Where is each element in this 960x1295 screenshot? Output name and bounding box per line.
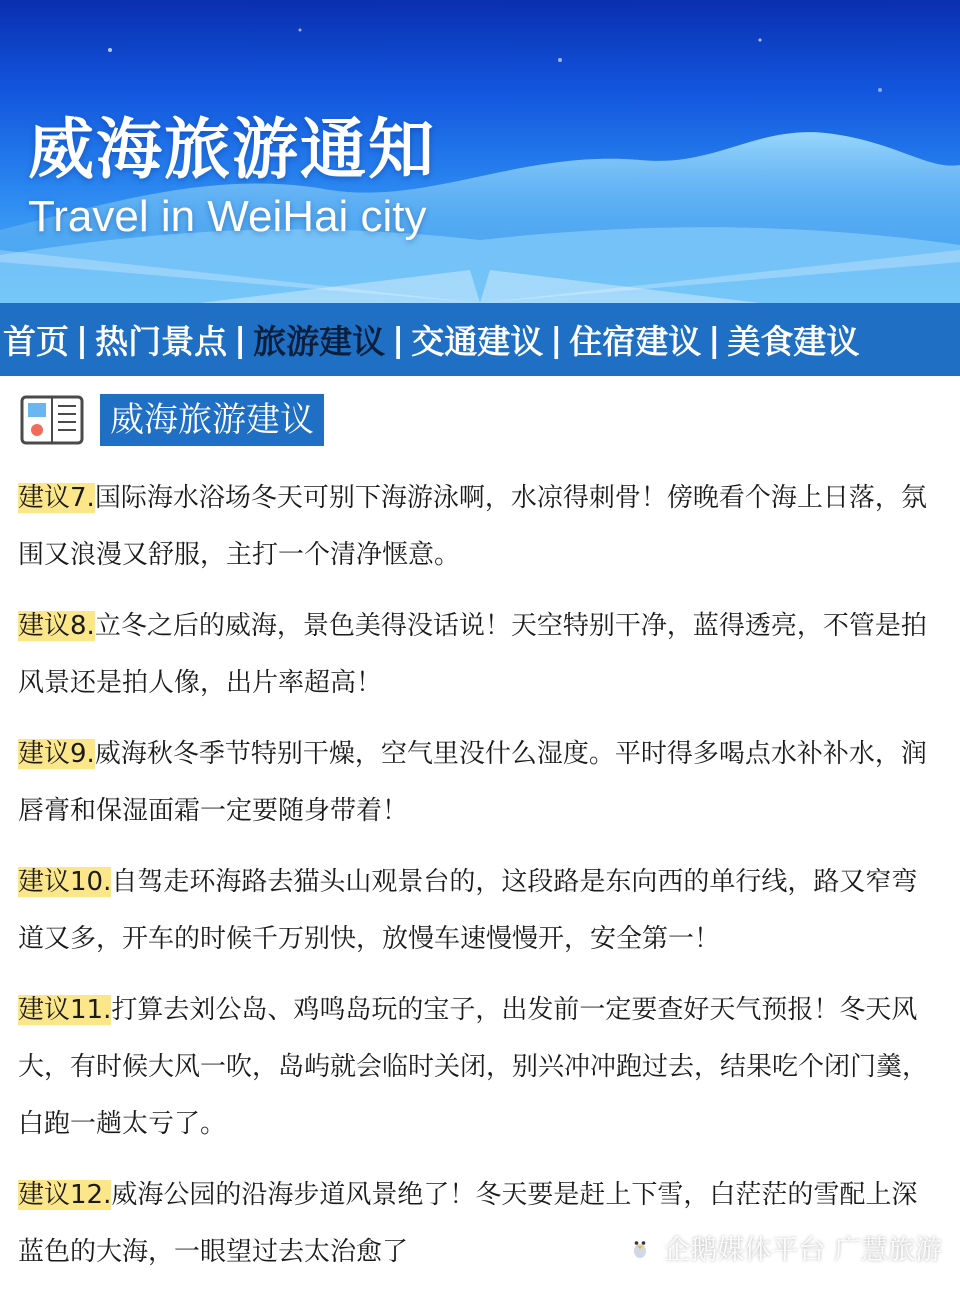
top-nav [0, 303, 960, 376]
tips-list [18, 470, 938, 1295]
tip-label: 建议12. [18, 1180, 112, 1210]
nav-item[interactable]: 旅游建议 [253, 322, 386, 361]
watermark [625, 1224, 942, 1270]
tip-label: 建议9. [18, 739, 95, 769]
tip-label: 建议8. [18, 611, 95, 641]
tip-text: 打算去刘公岛、鸡鸣岛玩的宝子，出发前一定要查好天气预报！冬天风大，有时候大风一吹，岛屿就会临时关闭，别兴冲冲跑过去，结果吃个闭门羹，白跑一趟太亏了。 [18, 995, 929, 1139]
nav-item[interactable]: 热门景点 [95, 322, 228, 361]
nav-item[interactable]: 交通建议 [411, 322, 544, 361]
tip-item [18, 726, 938, 840]
tip-text: 威海公园的沿海步道风景绝了！冬天要是赶上下雪，白茫茫的雪配上深蓝色的大海，一眼望过去太治愈了 [18, 1180, 918, 1267]
nav-separator: | [708, 320, 721, 359]
page-subtitle: Travel in WeiHai city [28, 192, 427, 241]
nav-separator: | [550, 320, 563, 359]
nav-item[interactable]: 住宿建议 [569, 322, 702, 361]
nav-item[interactable]: 首页 [3, 322, 69, 361]
nav-item[interactable]: 美食建议 [727, 322, 860, 361]
nav-separator: | [392, 320, 405, 359]
nav-separator: | [76, 320, 89, 359]
tip-label: 建议11. [18, 995, 112, 1025]
watermark-text: 企鹅媒体平台 广慧旅游 [663, 1234, 942, 1266]
tip-item [18, 598, 938, 712]
page-title: 威海旅游通知 [28, 111, 436, 188]
tip-text: 威海秋冬季节特别干燥，空气里没什么湿度。平时得多喝点水补补水，润唇膏和保湿面霜一定要随身带着！ [18, 739, 927, 826]
hero-banner [0, 0, 960, 303]
penguin-icon [625, 1232, 655, 1262]
tip-item [18, 470, 938, 584]
section-title: 威海旅游建议 [100, 394, 324, 446]
section-header [20, 392, 324, 448]
nav-separator: | [234, 320, 247, 359]
tip-text: 立冬之后的威海，景色美得没话说！天空特别干净，蓝得透亮，不管是拍风景还是拍人像，出片率超高！ [18, 611, 927, 698]
tip-label: 建议10. [18, 867, 112, 897]
tip-text: 国际海水浴场冬天可别下海游泳啊，水凉得刺骨！傍晚看个海上日落，氛围又浪漫又舒服，主打一个清净惬意。 [18, 483, 927, 570]
tip-item [18, 982, 938, 1153]
tip-item [18, 854, 938, 968]
tip-label: 建议7. [18, 483, 95, 513]
notebook-icon [20, 394, 84, 446]
tip-text: 自驾走环海路去猫头山观景台的，这段路是东向西的单行线，路又窄弯道又多，开车的时候千万别快，放慢车速慢慢开，安全第一！ [18, 867, 918, 954]
